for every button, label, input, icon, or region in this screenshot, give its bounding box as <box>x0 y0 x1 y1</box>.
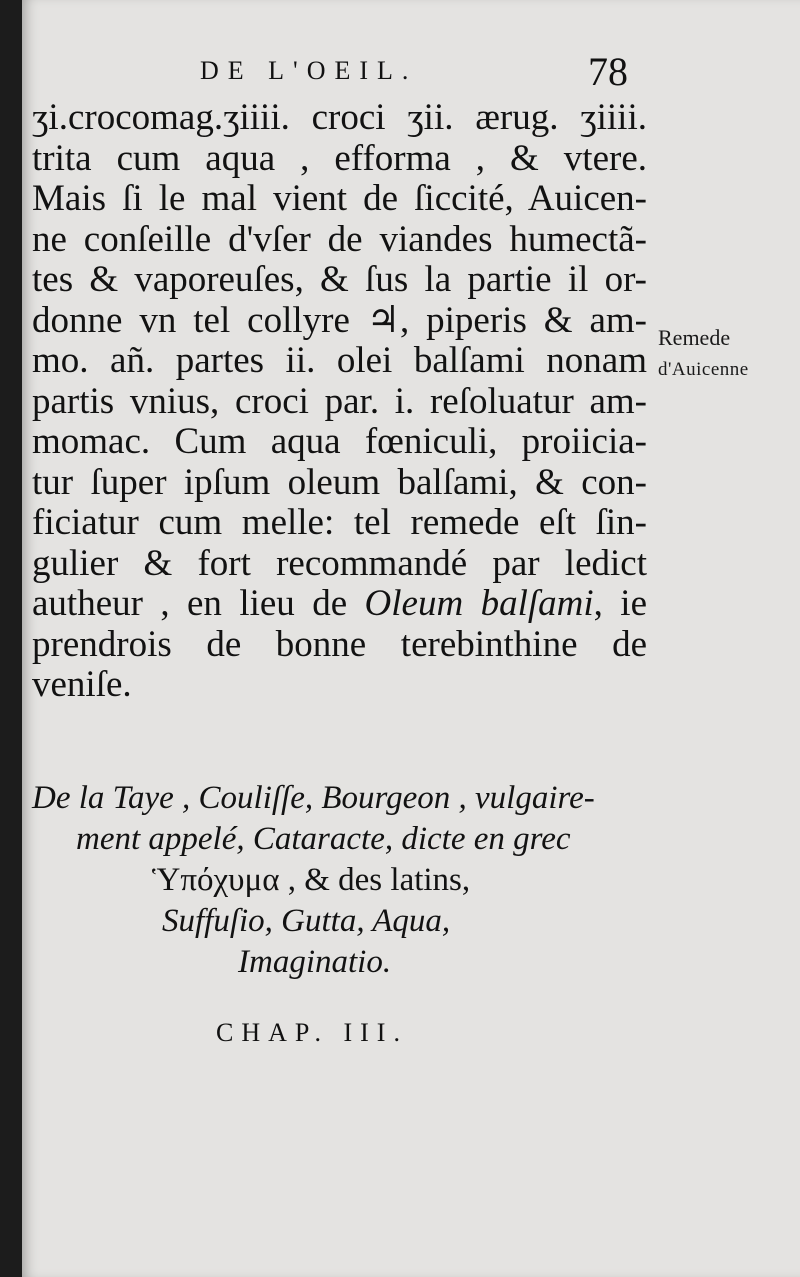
margin-note <box>658 322 749 386</box>
text-line-4: ne conſeille d'vſer de viandes humectã- <box>32 218 647 260</box>
chapter-heading-line-5: Imaginatio. <box>238 944 392 980</box>
text-line-13-start: autheur , en lieu de <box>32 583 348 624</box>
text-line-10: tur ſuper ipſum oleum balſami, & con- <box>32 461 647 503</box>
page-number: 78 <box>588 49 628 94</box>
text-line-5: tes & vaporeuſes, & ſus la partie il or- <box>32 259 647 300</box>
text-line-11: ficiatur cum melle: tel remede eſt ſin- <box>32 502 647 543</box>
text-line-7: mo. añ. partes ii. olei balſami nonam <box>32 340 647 381</box>
text-line-6: donne vn tel collyre ♃, piperis & am- <box>32 299 647 341</box>
text-line-14: prendrois de bonne terebinthine de <box>32 623 647 665</box>
text-line-3: Mais ſi le mal vient de ſiccité, Auicen- <box>32 178 647 219</box>
margin-note-line-2: d'Auicenne <box>658 359 749 380</box>
italic-term: Oleum balſami <box>364 583 594 624</box>
text-line-13-end: , ie <box>593 583 648 624</box>
chapter-heading-line-2: ment appelé, Cataracte, dicte en grec <box>76 821 571 857</box>
text-line-8: partis vnius, croci par. i. reſoluatur am- <box>32 380 647 422</box>
body-text <box>32 98 647 706</box>
book-page <box>22 0 800 1277</box>
text-line-13 <box>32 584 647 625</box>
text-line-2: trita cum aqua , efforma , & vtere. <box>32 137 647 179</box>
margin-note-line-1: Remede <box>658 325 731 350</box>
text-line-1: ʒi.crocomag.ʒiiii. croci ʒii. ærug. ʒiiii. <box>32 97 647 138</box>
text-line-12: gulier & fort recommandé par ledict <box>32 542 647 584</box>
text-line-15: veniſe. <box>32 664 132 705</box>
chapter-heading <box>22 778 642 983</box>
chapter-heading-line-4: Suffuſio, Gutta, Aqua, <box>162 903 451 939</box>
chapter-heading-line-1: De la Taye , Couliſſe, Bourgeon , vulgaire- <box>32 780 595 816</box>
text-line-9: momac. Cum aqua fœniculi, proiicia- <box>32 421 647 462</box>
running-head <box>22 44 800 104</box>
chapter-heading-line-3: Ὑπόχυμα , & des latins, <box>152 862 471 898</box>
running-title: DE L'OEIL. <box>200 56 418 85</box>
chapter-number: CHAP. III. <box>216 1018 408 1047</box>
